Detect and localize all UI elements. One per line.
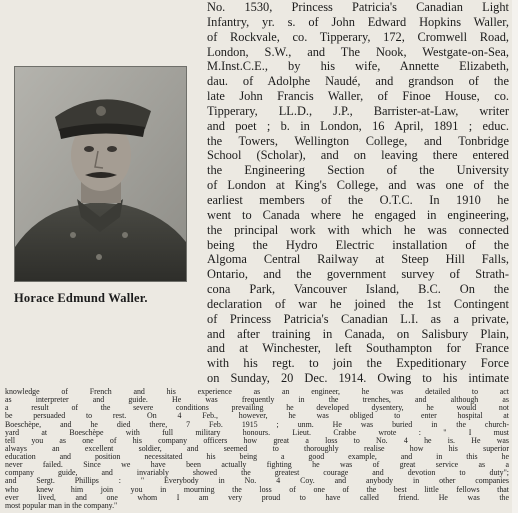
text-line: the Engineering Section of the University [207, 163, 509, 178]
text-line: who knew him join you in mourning the loss of one of the best little fellows that [5, 484, 509, 494]
text-line: a result of the severe conditions prevailing he developed dysentery, he would not [5, 403, 509, 413]
text-line: yard at Boeschèpe with full military honours. Lieut. Crabbe wrote : " I must [5, 427, 509, 437]
portrait-caption: Horace Edmund Waller. [14, 291, 148, 305]
text-line: declaration of war he joined the 1st Contingent [207, 296, 509, 311]
text-line: never failed. Since we have been actually fighting he was of great service as a [5, 460, 509, 470]
text-line: Tipperary, LL.D., J.P., Barrister-at-Law, writer [207, 103, 509, 118]
page-edge [512, 0, 518, 513]
text-line: most popular man in the company." [5, 500, 118, 510]
text-line: education and position necessitated his being a good example, and in this he [5, 452, 509, 462]
text-line: Algoma Central Railway at Steep Hill Falls, [207, 252, 509, 267]
text-line: No. 1530, Princess Patricia's Canadian Light [207, 0, 509, 14]
text-line: the Towers, Wellington College, and Tonbridge [207, 133, 509, 148]
portrait-photo [14, 66, 187, 282]
text-line: on Sunday, 20 Dec. 1914. Owing to his intimate [207, 371, 509, 386]
text-line: as interpreter and guide. He was frequently in the trenches, and although as [5, 395, 509, 405]
text-line: tell you as one of his company officers how great a loss to No. 4 he is. He was [5, 435, 509, 445]
text-line: late John Francis Waller, of Finoe House, co. [207, 89, 509, 104]
text-line: cona Park, Vancouver Island, B.C. On the [207, 282, 509, 297]
text-line: Infantry, yr. s. of John Edward Hopkins Waller, [207, 14, 509, 29]
text-line: ever lived, and one whom I am very proud to have called friend. He was the [5, 492, 509, 502]
text-line: of Princess Patricia's Canadian L.I. as a private, [207, 311, 509, 326]
text-line: and Sergt. Phillips : " Everybody in No. 4 Coy. and anybody in other companies [5, 476, 509, 486]
text-line: the principal work with which he was connected [207, 222, 509, 237]
text-line: company guide, and invariably showed the greatest courage and devotion to duty"; [5, 468, 509, 478]
text-line: of Rockvale, co. Tipperary, 172, Cromwell Road, [207, 29, 509, 44]
text-line: Boeschèpe, and he died there, 7 Feb. 1915 ; unm. He was buried in the church- [5, 419, 509, 429]
text-line: and after training in Canada, on Salisbury Plain, [207, 326, 509, 341]
text-line: went to Canada where he engaged in engineering, [207, 207, 509, 222]
text-line: London, S.W., and The Nook, Westgate-on-Sea, [207, 44, 509, 59]
text-line: dau. of Adolphe Naudé, and grandson of the [207, 74, 509, 89]
text-line: earliest members of the O.T.C. In 1910 he [207, 193, 509, 207]
text-line: and at Winchester, left Southampton for France [207, 341, 509, 356]
text-line: M.Inst.C.E., by his wife, Annette Elizabeth, [207, 59, 509, 74]
text-line: being the Hydro Electric installation of the [207, 237, 509, 252]
text-line: be persuaded to rest. On 4 Feb., however, he was obliged to enter hospital at [5, 411, 509, 421]
text-line: Ontario, and the government survey of Strath- [207, 267, 509, 282]
text-line: and poet ; b. in London, 16 April, 1891 ; educ. [207, 118, 509, 133]
text-line: School (Scholar), and on leaving there entered [207, 148, 509, 163]
text-line: knowledge of French and his experience as an engineer, he was detailed to act [5, 387, 509, 396]
text-line: of London at King's College, and was one of the [207, 178, 509, 193]
text-line: always an excellent soldier, and seemed to thoroughly realise how his superior [5, 443, 509, 453]
text-line: with his regt. to join the Expeditionary Force [207, 356, 509, 371]
